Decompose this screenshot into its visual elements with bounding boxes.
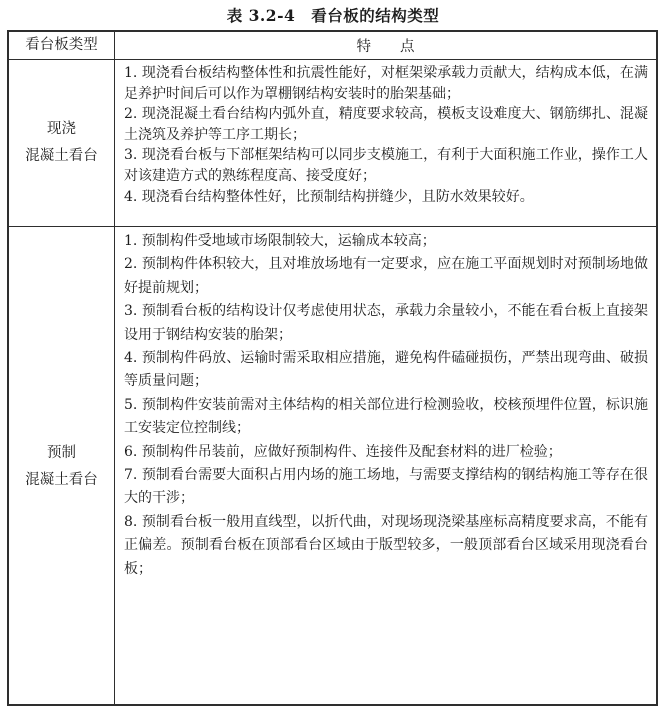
header-cell-type: 看台板类型 <box>9 32 115 60</box>
row-features-cast-in-place <box>115 60 656 227</box>
feature-item: 5. 预制构件安装前需对主体结构的相关部位进行检测验收，校核预埋件位置，标识施工安装定位控制线； <box>124 396 648 437</box>
row-label-cast-in-place <box>9 60 115 227</box>
row-label-line: 混凝土看台 <box>25 148 98 164</box>
feature-item: 3. 预制看台板的结构设计仅考虑使用状态，承载力余量较小，不能在看台板上直接架设用于钢结构安装的胎架； <box>124 303 648 343</box>
feature-item: 7. 预制看台需要大面积占用内场的施工场地，与需要支撑结构的钢结构施工等存在很大的干涉； <box>124 467 648 507</box>
row-label-line: 现浇 <box>47 121 76 137</box>
grandstand-structure-table <box>7 30 658 706</box>
feature-item: 2. 预制构件体积较大，且对堆放场地有一定要求，应在施工平面规划时对预制场地做好提前规划； <box>124 256 648 296</box>
feature-item: 2. 现浇混凝土看台结构内弧外直，精度要求较高，模板支设难度大、钢筋绑扎、混凝土浇筑及养护等工序工期长； <box>124 106 648 143</box>
row-label-precast <box>9 227 115 706</box>
feature-item: 4. 预制构件码放、运输时需采取相应措施，避免构件磕碰损伤，严禁出现弯曲、破损等质量问题； <box>124 350 648 390</box>
header-cell-features: 特 点 <box>115 32 656 60</box>
table-title: 表 3.2-4 看台板的结构类型 <box>226 6 440 25</box>
feature-item: 3. 现浇看台板与下部框架结构可以同步支模施工，有利于大面积施工作业，操作工人对该建造方式的熟练程度高、接受度好； <box>124 147 648 184</box>
row-label-line: 预制 <box>47 444 76 461</box>
feature-item: 1. 预制构件受地域市场限制较大，运输成本较高； <box>124 233 436 249</box>
feature-item: 4. 现浇看台结构整体性好，比预制结构拼缝少，且防水效果较好。 <box>124 188 534 205</box>
row-features-precast <box>115 227 656 706</box>
feature-item: 6. 预制构件吊装前，应做好预制构件、连接件及配套材料的进厂检验； <box>124 443 562 460</box>
feature-item: 1. 现浇看台板结构整体性和抗震性能好，对框架梁承载力贡献大，结构成本低，在满足养护时间后可以作为罩棚钢结构安装时的胎架基础； <box>124 65 648 102</box>
feature-item: 8. 预制看台板一般用直线型，以折代曲，对现场现浇梁基座标高精度要求高，不能有正偏差。预制看台板在顶部看台区域由于版型较多，一般顶部看台区域采用现浇看台板； <box>124 513 648 577</box>
row-label-line: 混凝土看台 <box>25 471 98 488</box>
